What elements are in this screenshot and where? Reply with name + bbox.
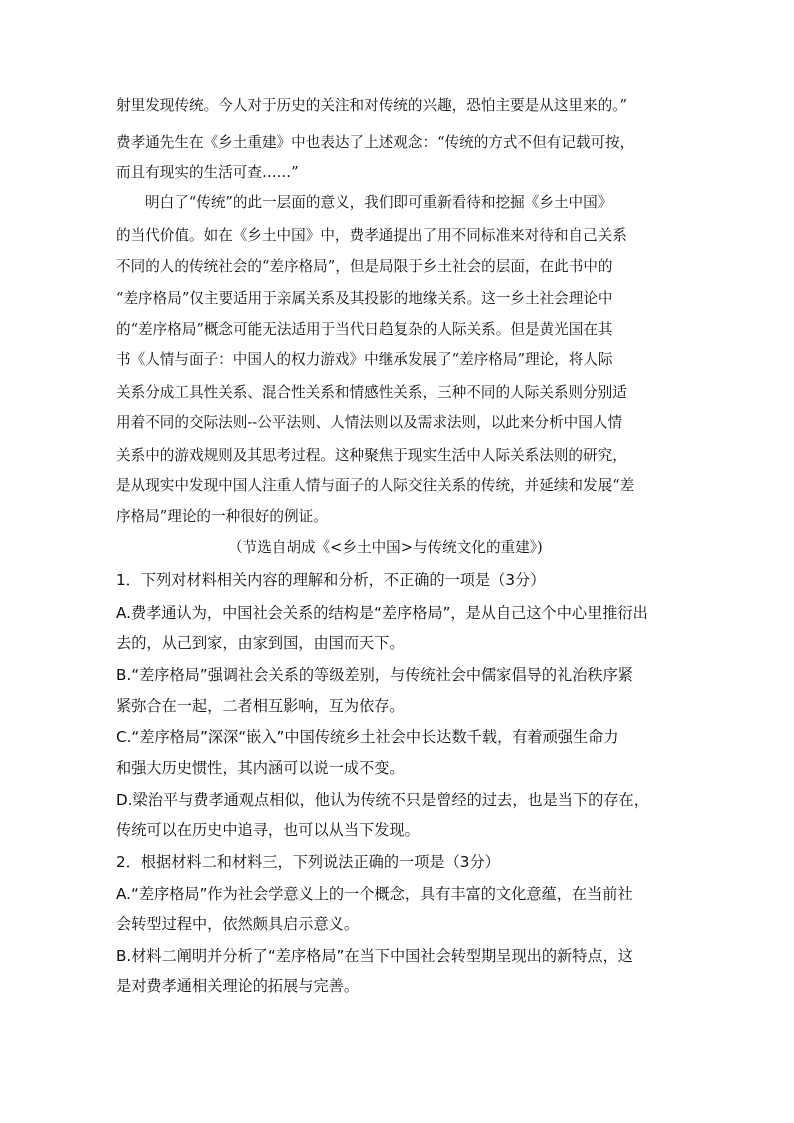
question-1-option-d-cont: 传统可以在历史中追寻，也可以从当下发现。	[116, 821, 420, 839]
passage-line: 的当代价值。如在《乡土中国》中，费孝通提出了用不同标准来对待和自己关系	[116, 227, 627, 244]
passage-line: 是从现实中发现中国人注重人情与面子的人际交往关系的传统，并延续和发展“差	[116, 477, 635, 494]
passage-line: “差序格局”仅主要适用于亲属关系及其投影的地缘关系。这一乡土社会理论中	[116, 290, 613, 307]
question-2-option-a: A.“差序格局”作为社会学意义上的一个概念，具有丰富的文化意蕴，在当前社	[116, 885, 633, 903]
passage-line: 射里发现传统。今人对于历史的关注和对传统的兴趣，恐怕主要是从这里来的。”	[116, 97, 627, 114]
passage-line: 不同的人的传统社会的“差序格局”，但是局限于乡土社会的层面，在此书中的	[116, 258, 613, 275]
passage-line: 关系中的游戏规则及其思考过程。这种聚焦于现实生活中人际关系法则的研究，	[116, 447, 627, 464]
question-1-option-c-cont: 和强大历史惯性，其内涵可以说一成不变。	[116, 759, 405, 777]
question-2-option-b-cont: 是对费孝通相关理论的拓展与完善。	[116, 977, 359, 995]
question-1-option-a: A.费孝通认为，中国社会关系的结构是“差序格局”，是从自己这个中心里推衍出	[116, 604, 648, 622]
question-1-option-b: B.“差序格局”强调社会关系的等级差别，与传统社会中儒家倡导的礼治秩序紧	[116, 666, 633, 684]
question-1-stem: 1．下列对材料相关内容的理解和分析，不正确的一项是（3分）	[116, 571, 546, 589]
question-1-option-b-cont: 紧弥合在一起，二者相互影响，互为依存。	[116, 697, 405, 715]
question-2-option-b: B.材料二阐明并分析了“差序格局”在当下中国社会转型期呈现出的新特点，这	[116, 947, 633, 965]
passage-line: 用着不同的交际法则--公平法则、人情法则以及需求法则，以此来分析中国人情	[116, 414, 623, 431]
passage-line: 而且有现实的生活可查……”	[116, 164, 299, 181]
question-1-option-c: C.“差序格局”深深“嵌入”中国传统乡土社会中长达数千载，有着顽强生命力	[116, 728, 619, 746]
question-2-option-a-cont: 会转型过程中，依然颇具启示意义。	[116, 915, 359, 933]
passage-line: 的“差序格局”概念可能无法适用于当代日趋复杂的人际关系。但是黄光国在其	[116, 321, 613, 338]
question-2-stem: 2．根据材料二和材料三，下列说法正确的一项是（3分）	[116, 853, 500, 871]
question-1-option-d: D.梁治平与费孝通观点相似，他认为传统不只是曾经的过去，也是当下的存在，	[116, 791, 649, 809]
source-citation: （节选自胡成《<乡土中国>与传统文化的重建》)	[228, 539, 543, 556]
question-1-option-a-cont: 去的，从己到家，由家到国，由国而天下。	[116, 634, 405, 652]
passage-line: 序格局”理论的一种很好的例证。	[116, 508, 328, 525]
passage-paragraph-start: 明白了“传统”的此一层面的意义，我们即可重新看待和挖掘《乡土中国》	[145, 194, 613, 211]
passage-line: 费孝通先生在《乡土重建》中也表达了上述观念：“传统的方式不但有记载可按，	[116, 134, 635, 151]
passage-line: 书《人情与面子：中国人的权力游戏》中继承发展了“差序格局”理论，将人际	[116, 351, 613, 368]
passage-line: 关系分成工具性关系、混合性关系和情感性关系，三种不同的人际关系则分别适	[116, 384, 627, 401]
